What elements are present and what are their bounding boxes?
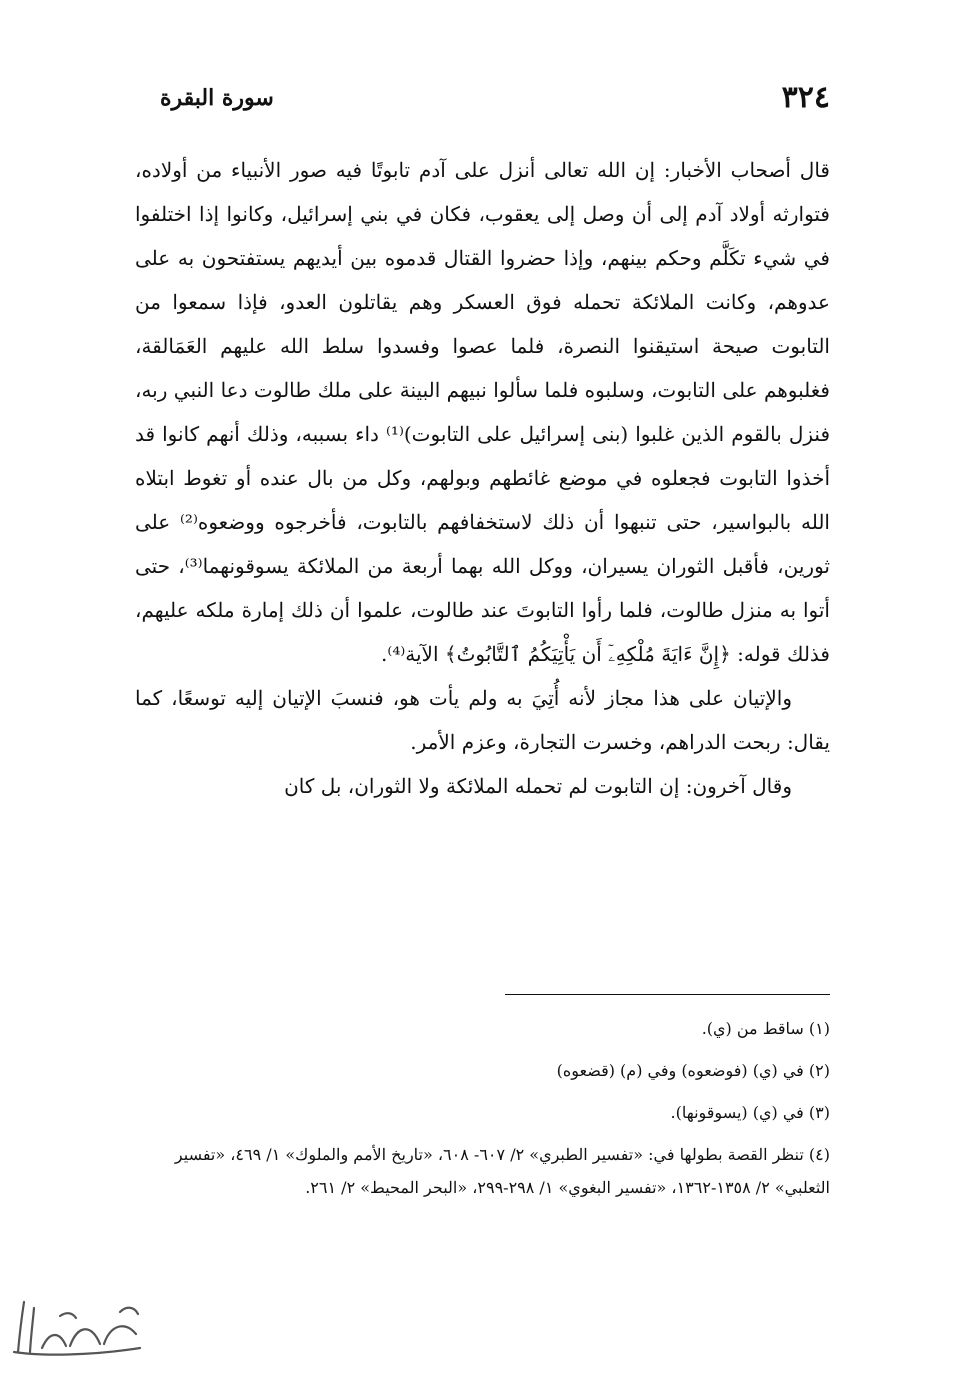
watermark-logo xyxy=(0,1290,160,1365)
page-header xyxy=(160,78,830,118)
footnote-2: (٢) في (ي) (فوضعوه) وفي (م) (قضعوه) xyxy=(556,1061,830,1080)
main-text xyxy=(135,148,830,808)
running-title: سورة البقرة xyxy=(160,85,274,111)
footnotes xyxy=(135,1012,830,1213)
footnote-4: (٤) تنظر القصة بطولها في: «تفسير الطبري» ٢/ ٦٠٧- ٦٠٨، «تاريخ الأمم والملوك» ١/ ٤٦٩، «تفسير الثعلبي» ٢/ ١٣٥٨-١٣٦٢، «تفسير البغوي» ١/ ٢٩٨-٢٩٩، «البحر المحيط» ٢/ ٢٦١. xyxy=(174,1145,830,1197)
calligraphy-logo-icon xyxy=(14,1302,140,1355)
paragraph-3: وقال آخرون: إن التابوت لم تحمله الملائكة ولا الثوران، بل كان xyxy=(284,774,792,798)
footnote-1: (١) ساقط من (ي). xyxy=(701,1019,830,1038)
footnote-separator xyxy=(505,994,830,995)
page-number: ٣٢٤ xyxy=(781,80,830,115)
paragraph-2: والإتيان على هذا مجاز لأنه أُتِيَ به ولم يأت هو، فنسبَ الإتيان إليه توسعًا، كما يقال: ربحت الدراهم، وخسرت التجارة، وعزم الأمر. xyxy=(135,686,830,754)
footnote-3: (٣) في (ي) (يسوقونها). xyxy=(670,1103,830,1122)
paragraph-1: قال أصحاب الأخبار: إن الله تعالى أنزل على آدم تابوتًا فيه صور الأنبياء من أولاده، فتوارثه أولاد آدم إلى أن وصل إلى يعقوب، فكان في بني إسرائيل، وكانوا إذا اختلفوا في شيء تكَلَّم وحكم بينهم، وإذا حضروا القتال قدموه بين أيديهم يستفتحون به على عدوهم، وكانت الملائكة تحمله فوق العسكر وهم يقاتلون العدو، فإذا سمعوا من التابوت صيحة استيقنوا النصرة، فلما عصوا وفسدوا سلط الله عليهم العَمَالقة، فغلبوهم على التابوت، وسلبوه فلما سألوا نبيهم البينة على ملك طالوت دعا النبي ربه، فنزل بالقوم الذين غلبوا (بنى إسرائيل على التابوت)⁽¹⁾ داء بسببه، وذلك أنهم كانوا قد أخذوا التابوت فجعلوه في موضع غائطهم وبولهم، وكل من بال عنده أو تغوط ابتلاه الله بالبواسير، حتى تنبهوا أن ذلك لاستخفافهم بالتابوت، فأخرجوه ووضعوه⁽²⁾ على ثورين، فأقبل الثوران يسيران، ووكل الله بهما أربعة من الملائكة يسوقونهما⁽³⁾، حتى أتوا به منزل طالوت، فلما رأوا التابوتَ عند طالوت، علموا أن ذلك إمارة ملكه عليهم، فذلك قوله: ﴿إِنَّ ءَايَةَ مُلْكِهِۦٓ أَن يَأْتِيَكُمُ ٱلتَّابُوتُ﴾ الآية⁽⁴⁾. xyxy=(135,158,830,666)
